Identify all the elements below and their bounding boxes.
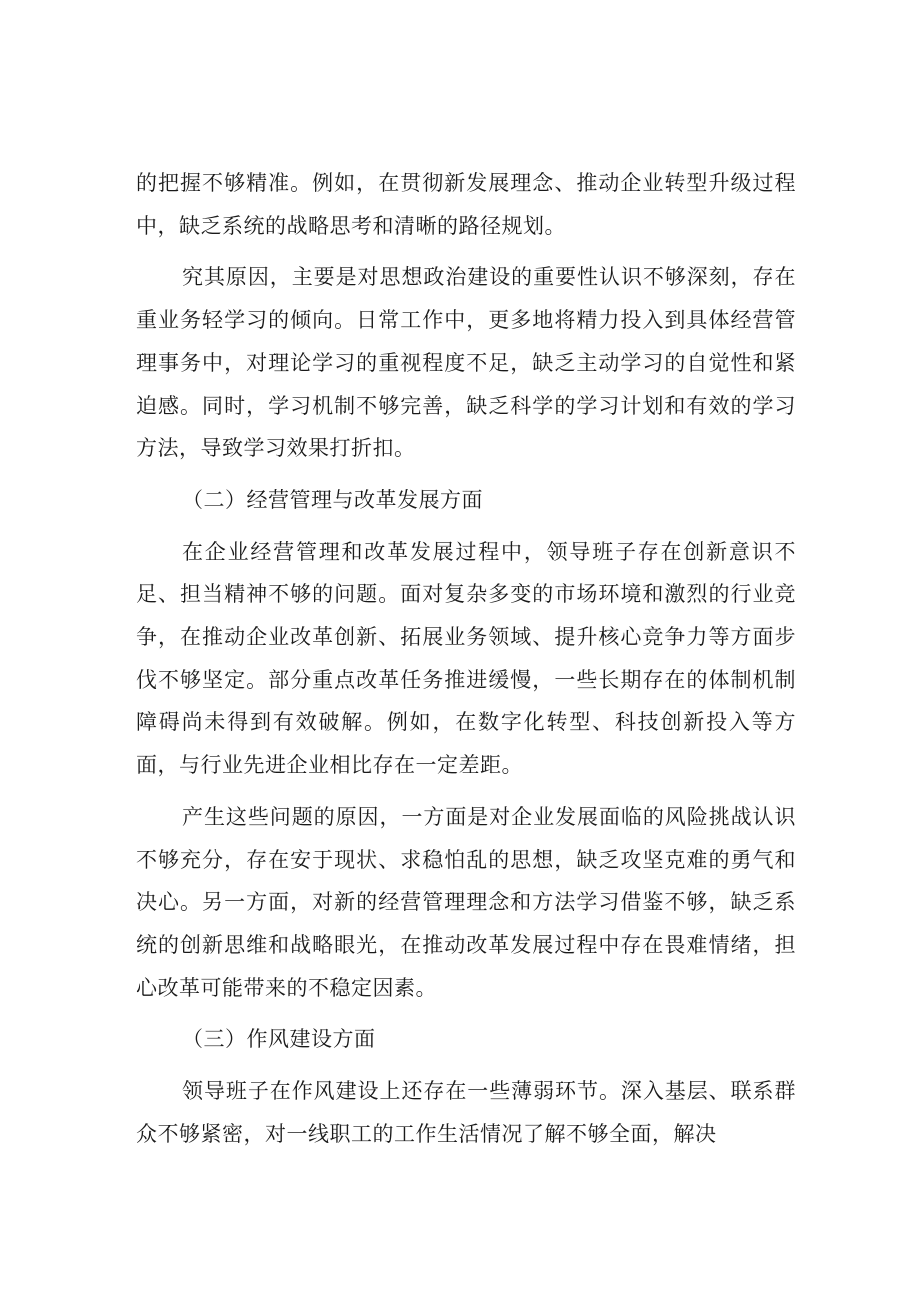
paragraph-cause-analysis xyxy=(136,256,796,470)
document-body xyxy=(136,162,796,1164)
paragraph-work-style xyxy=(136,1070,796,1155)
section-heading-2 xyxy=(136,479,796,522)
paragraph-text: 产生这些问题的原因，一方面是对企业发展面临的风险挑战认识不够充分，存在安于现状、求稳怕乱的思想，缺乏攻坚克难的勇气和决心。另一方面，对新的经营管理理念和方法学习借鉴不够，缺乏系统的创新思维和战略眼光，在推动改革发展过程中存在畏难情绪，担心改革可能带来的不稳定因素。 xyxy=(136,804,796,1000)
heading-text: （二）经营管理与改革发展方面 xyxy=(182,487,483,512)
section-heading-3 xyxy=(136,1018,796,1061)
paragraph-management-issues xyxy=(136,531,796,787)
paragraph-text: 在企业经营管理和改革发展过程中，领导班子存在创新意识不足、担当精神不够的问题。面对复杂多变的市场环境和激烈的行业竞争，在推动企业改革创新、拓展业务领域、提升核心竞争力等方面步伐不够坚定。部分重点改革任务推进缓慢，一些长期存在的体制机制障碍尚未得到有效破解。例如，在数字化转型、科技创新投入等方面，与行业先进企业相比存在一定差距。 xyxy=(136,539,796,778)
paragraph-text: 究其原因，主要是对思想政治建设的重要性认识不够深刻，存在重业务轻学习的倾向。日常工作中，更多地将精力投入到具体经营管理事务中，对理论学习的重视程度不足，缺乏主动学习的自觉性和紧迫感。同时，学习机制不够完善，缺乏科学的学习计划和有效的学习方法，导致学习效果打折扣。 xyxy=(136,265,796,461)
paragraph-management-causes xyxy=(136,796,796,1010)
heading-text: （三）作风建设方面 xyxy=(182,1027,376,1052)
paragraph-continued xyxy=(136,162,796,247)
paragraph-text: 领导班子在作风建设上还存在一些薄弱环节。深入基层、联系群众不够紧密，对一线职工的工作生活情况了解不够全面，解决 xyxy=(136,1079,796,1146)
paragraph-text: 的把握不够精准。例如，在贯彻新发展理念、推动企业转型升级过程中，缺乏系统的战略思考和清晰的路径规划。 xyxy=(136,171,796,238)
